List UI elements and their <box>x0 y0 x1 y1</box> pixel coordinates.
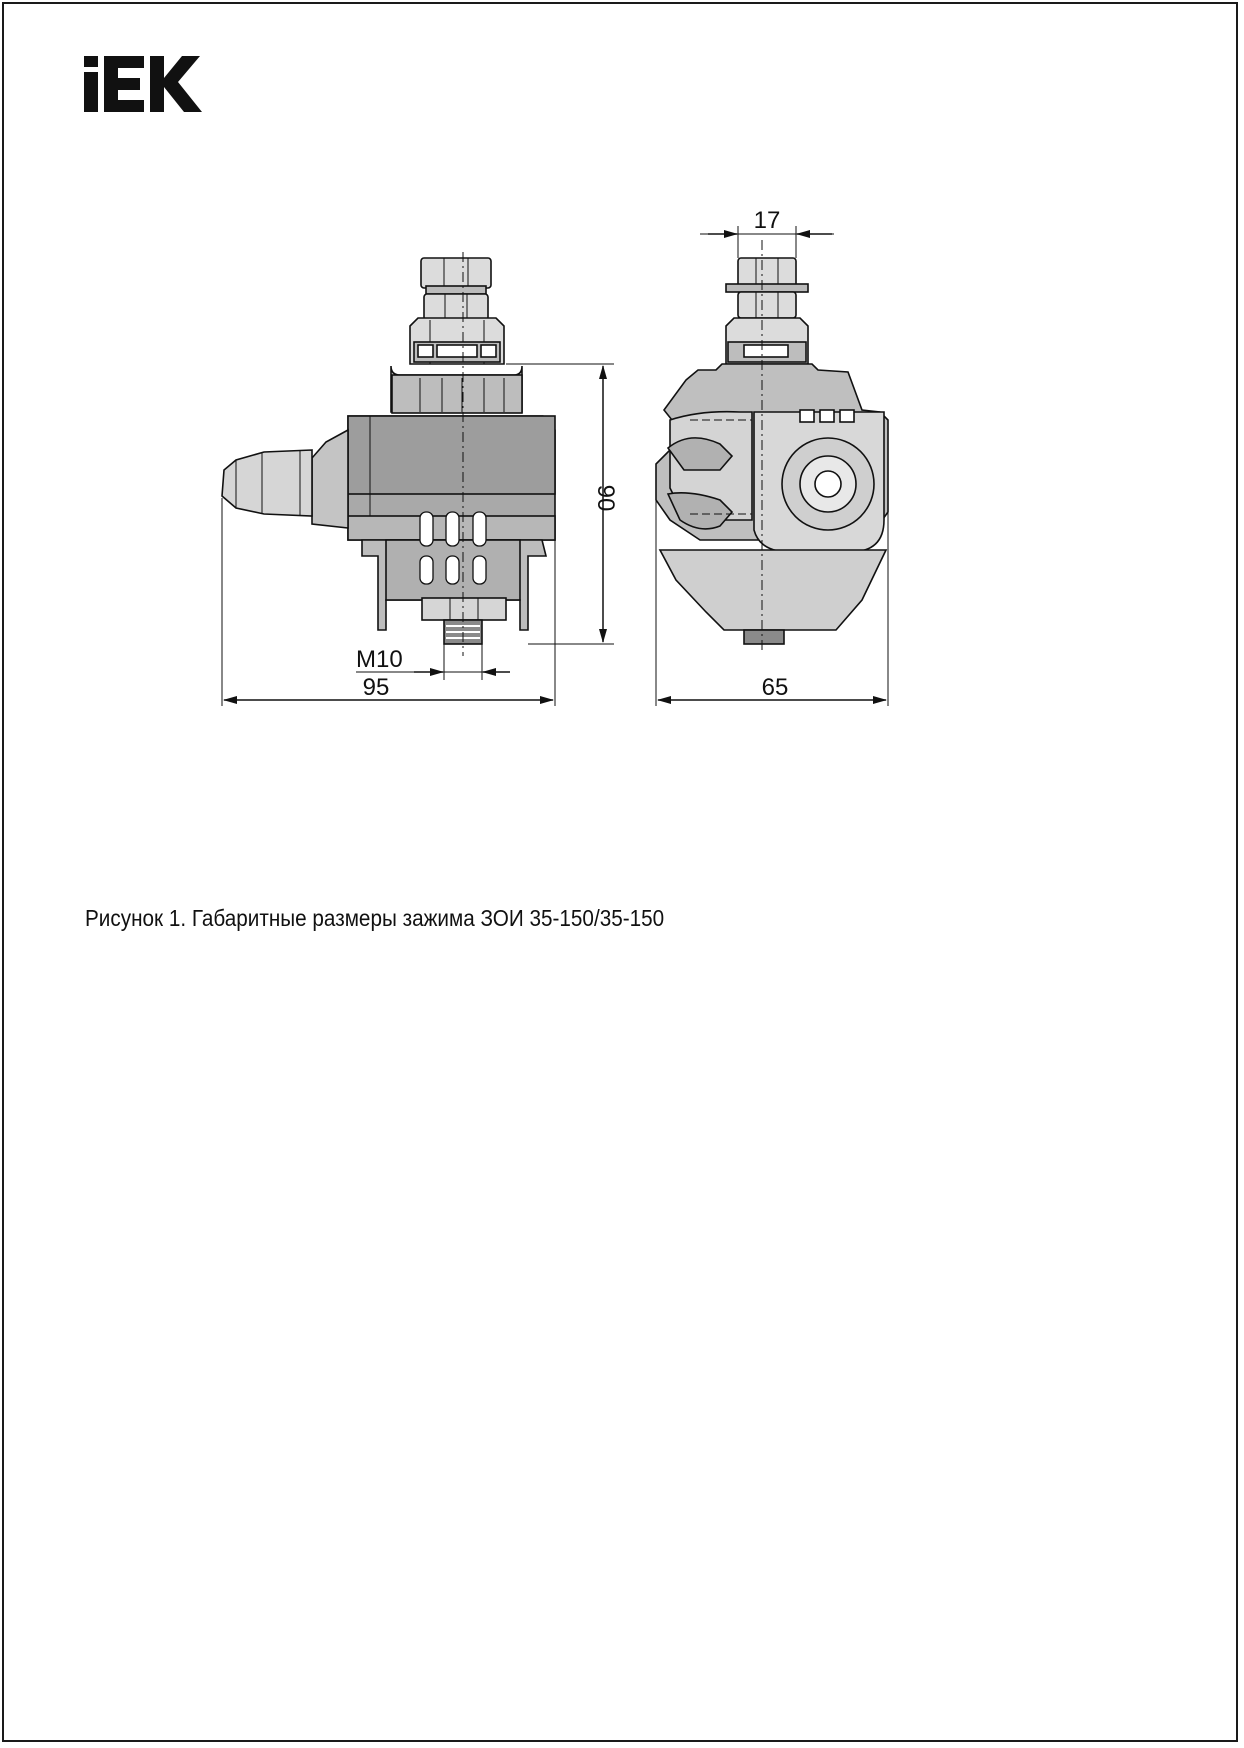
figure-caption: Рисунок 1. Габаритные размеры зажима ЗОИ 35-150/35-150 <box>85 905 665 931</box>
front-bottom-nut <box>422 598 506 644</box>
front-view <box>222 252 619 706</box>
width-dimension-label: 95 <box>362 674 390 701</box>
bolt-dimension-label: 17 <box>753 207 781 234</box>
side-housing <box>656 364 888 644</box>
side-width-dimension-label: 65 <box>761 674 789 701</box>
side-bolt <box>726 258 808 364</box>
front-housing <box>222 366 555 630</box>
front-bolt <box>410 258 504 364</box>
height-dimension-label: 90 <box>592 484 619 512</box>
side-view <box>656 207 888 706</box>
thread-dimension-label: M10 <box>356 646 403 673</box>
